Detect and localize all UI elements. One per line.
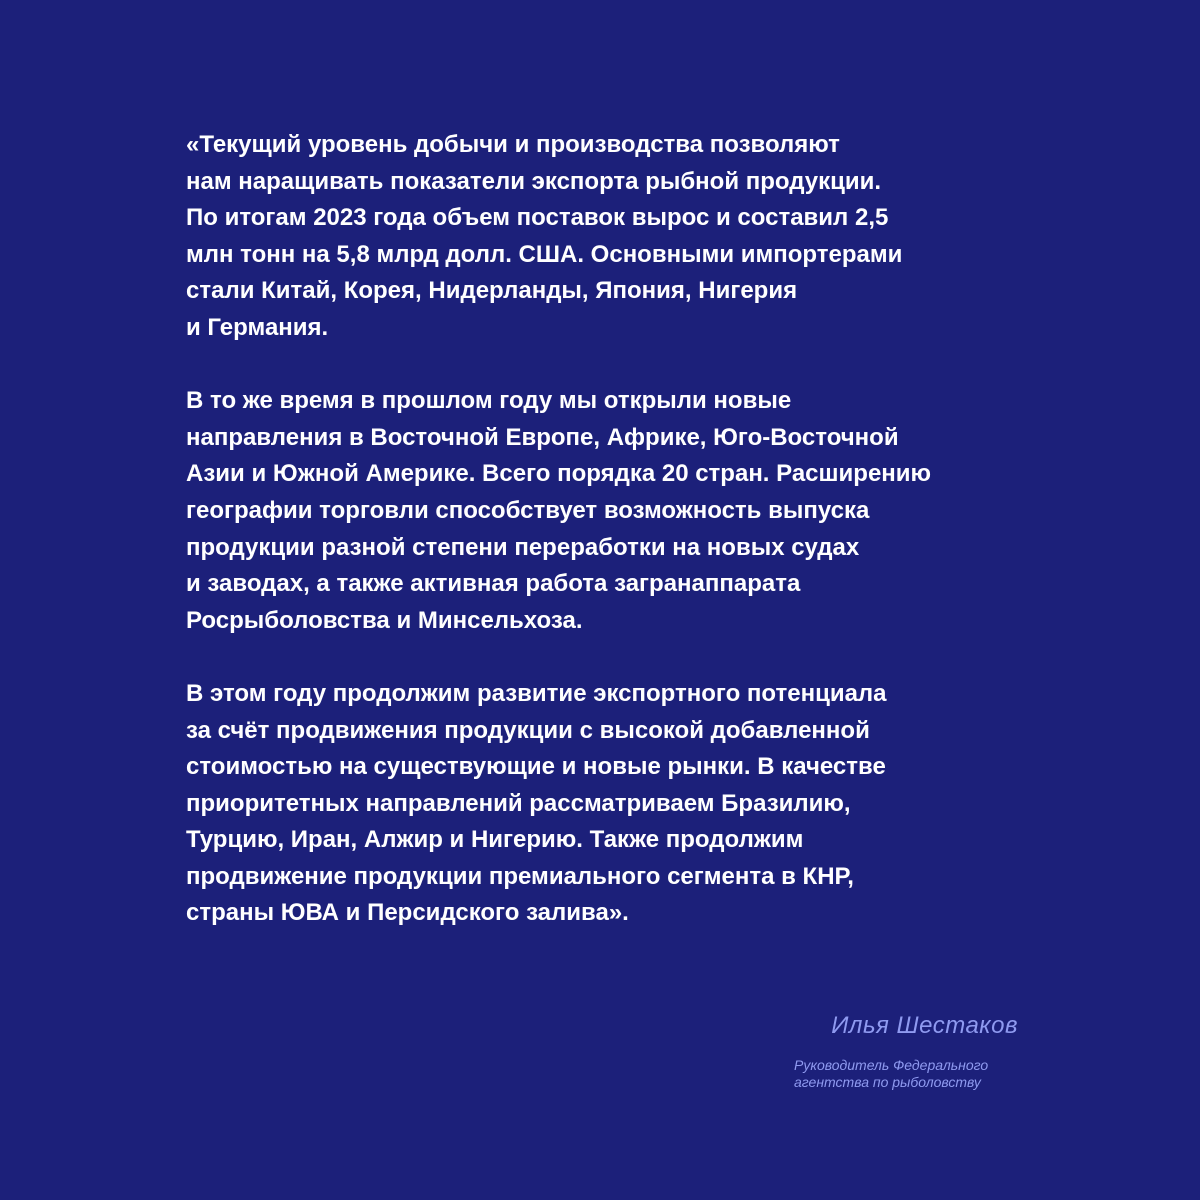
quote-paragraph-2: В то же время в прошлом году мы открыли новые направления в Восточной Европе, Африке, Юго-Восточной Азии и Южной Америке. Всего порядка 20 стран. Расширению географии торговли способствует возможность выпуска продукции разной степени переработки на новых судах и заводах, а также активная работа загранаппарата Росрыболовства и Минсельхоза.	[186, 387, 932, 634]
author-role: Руководитель Федерального агентства по рыболовству	[794, 1057, 989, 1090]
quote-paragraph-1: «Текущий уровень добычи и производства позволяют нам наращивать показатели экспорта рыбной продукции. По итогам 2023 года объем поставок вырос и составил 2,5 млн тонн на 5,8 млрд долл. США. Основными импортерами стали Китай, Корея, Нидерланды, Япония, Нигерия и Германия.	[186, 131, 903, 341]
author-name: Илья Шестаков	[831, 1012, 1018, 1039]
quote-paragraph-3: В этом году продолжим развитие экспортного потенциала за счёт продвижения продукции с высокой добавленной стоимостью на существующие и новые рынки. В качестве приоритетных направлений рассматриваем Бразилию, Турцию, Иран, Алжир и Нигерию. Также продолжим продвижение продукции премиального сегмента в КНР, страны ЮВА и Персидского залива».	[186, 679, 887, 927]
quote-block	[186, 127, 1066, 932]
